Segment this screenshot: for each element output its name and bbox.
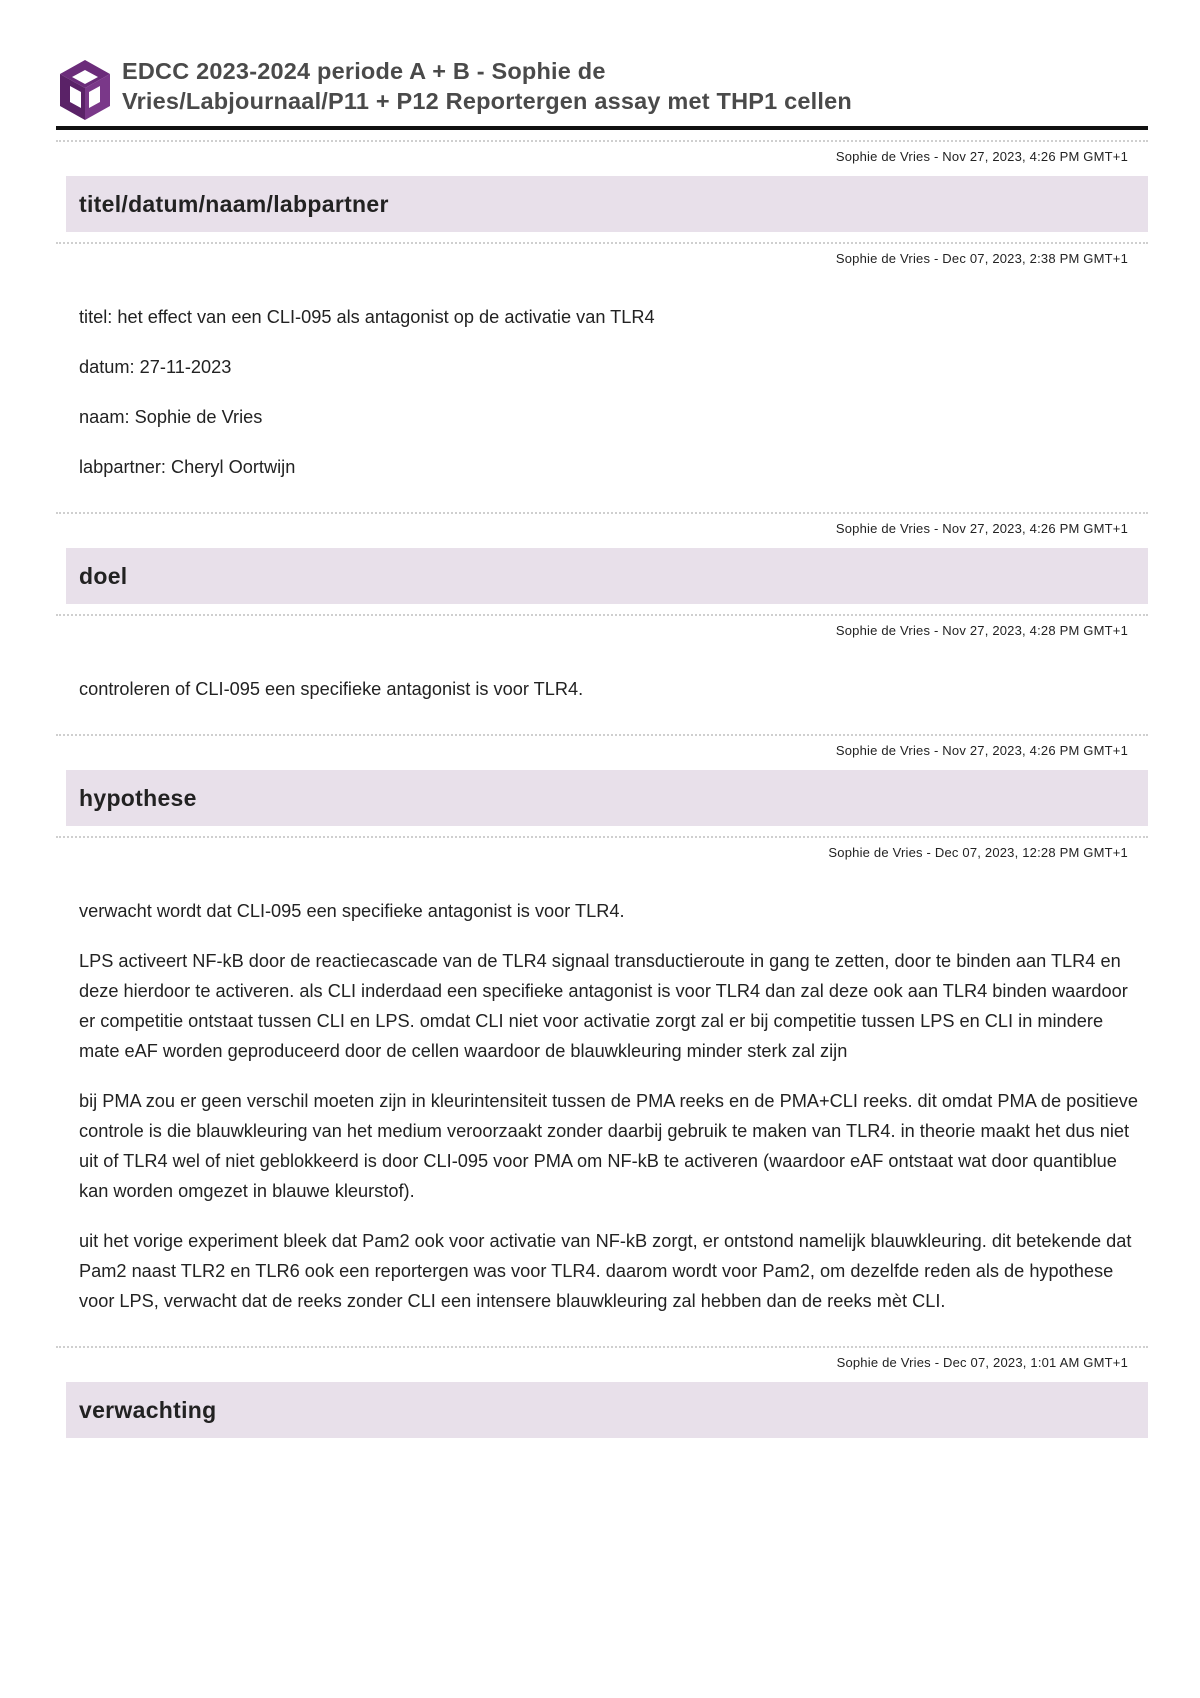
entry-timestamp: Sophie de Vries - Nov 27, 2023, 4:28 PM GMT+1: [835, 623, 1128, 638]
paragraph: datum: 27-11-2023: [79, 357, 232, 377]
entry-timestamp: Sophie de Vries - Nov 27, 2023, 4:26 PM GMT+1: [835, 149, 1128, 164]
document-title: [122, 56, 852, 116]
entry-separator: [56, 242, 1148, 244]
document-header: [56, 58, 1148, 122]
paragraph: uit het vorige experiment bleek dat Pam2 ook voor activatie van NF-kB zorgt, er ontstond namelijk blauwkleuring. dit betekende dat Pam2 naast TLR2 en TLR6 ook een reportergen was voor TLR4. daarom wordt voor Pam2, om dezelfde reden als de hypothese voor LPS, verwacht dat de reeks zonder CLI een intensere blauwkleuring zal hebben dan de reeks mèt CLI.: [79, 1231, 1132, 1311]
title-rule: [56, 126, 1148, 130]
entry-timestamp: Sophie de Vries - Nov 27, 2023, 4:26 PM GMT+1: [835, 743, 1128, 758]
section-heading-titel: titel/datum/naam/labpartner: [66, 176, 1148, 232]
paragraph: titel: het effect van een CLI-095 als antagonist op de activatie van TLR4: [79, 307, 655, 327]
entry-text-doel: [56, 640, 1148, 724]
paragraph: verwacht wordt dat CLI-095 een specifieke antagonist is voor TLR4.: [79, 901, 625, 921]
entry-timestamp: Sophie de Vries - Nov 27, 2023, 4:26 PM GMT+1: [835, 521, 1128, 536]
entry-separator: [56, 1346, 1148, 1348]
paragraph: naam: Sophie de Vries: [79, 407, 263, 427]
paragraph: labpartner: Cheryl Oortwijn: [79, 457, 296, 477]
entry-text-hypothese: [56, 862, 1148, 1336]
paragraph: bij PMA zou er geen verschil moeten zijn in kleurintensiteit tussen de PMA reeks en de PMA+CLI reeks. dit omdat PMA de positieve controle is die blauwkleuring van het medium veroorzaakt zonder daarbij gebruik te maken van TLR4. in theorie maakt het dus niet uit of TLR4 wel of niet geblokkeerd is door CLI-095 voor PMA om NF-kB te activeren (waardoor eAF ontstaat wat door quantiblue kan worden omgezet in blauwe kleurstof).: [79, 1091, 1138, 1201]
section-heading-hypothese: hypothese: [66, 770, 1148, 826]
cube-logo-icon: [56, 58, 114, 122]
entry-separator: [56, 614, 1148, 616]
document-title-line1: EDCC 2023-2024 periode A + B - Sophie de: [122, 58, 606, 84]
entry-separator: [56, 140, 1148, 142]
section-heading-doel: doel: [66, 548, 1148, 604]
entry-separator: [56, 836, 1148, 838]
entry-timestamp: Sophie de Vries - Dec 07, 2023, 2:38 PM GMT+1: [835, 251, 1128, 266]
paragraph: controleren of CLI-095 een specifieke antagonist is voor TLR4.: [79, 679, 584, 699]
paragraph: LPS activeert NF-kB door de reactiecascade van de TLR4 signaal transductieroute in gang te zetten, door te binden aan TLR4 en deze hierdoor te activeren. als CLI inderdaad een specifieke antagonist is voor TLR4 dan zal deze ook aan TLR4 binden waardoor er competitie ontstaat tussen CLI en LPS. omdat CLI niet voor activatie zorgt zal er bij competitie tussen LPS en CLI in mindere mate eAF worden geproduceerd door de cellen waardoor de blauwkleuring minder sterk zal zijn: [79, 951, 1128, 1061]
entry-separator: [56, 734, 1148, 736]
document-title-line2: Vries/Labjournaal/P11 + P12 Reportergen assay met THP1 cellen: [122, 88, 852, 114]
entry-separator: [56, 512, 1148, 514]
section-heading-verwachting: verwachting: [66, 1382, 1148, 1438]
entry-text-titel: [56, 268, 1148, 502]
journal-page: [56, 58, 1148, 1438]
entry-timestamp: Sophie de Vries - Dec 07, 2023, 12:28 PM GMT+1: [828, 845, 1128, 860]
entry-timestamp: Sophie de Vries - Dec 07, 2023, 1:01 AM GMT+1: [836, 1355, 1128, 1370]
